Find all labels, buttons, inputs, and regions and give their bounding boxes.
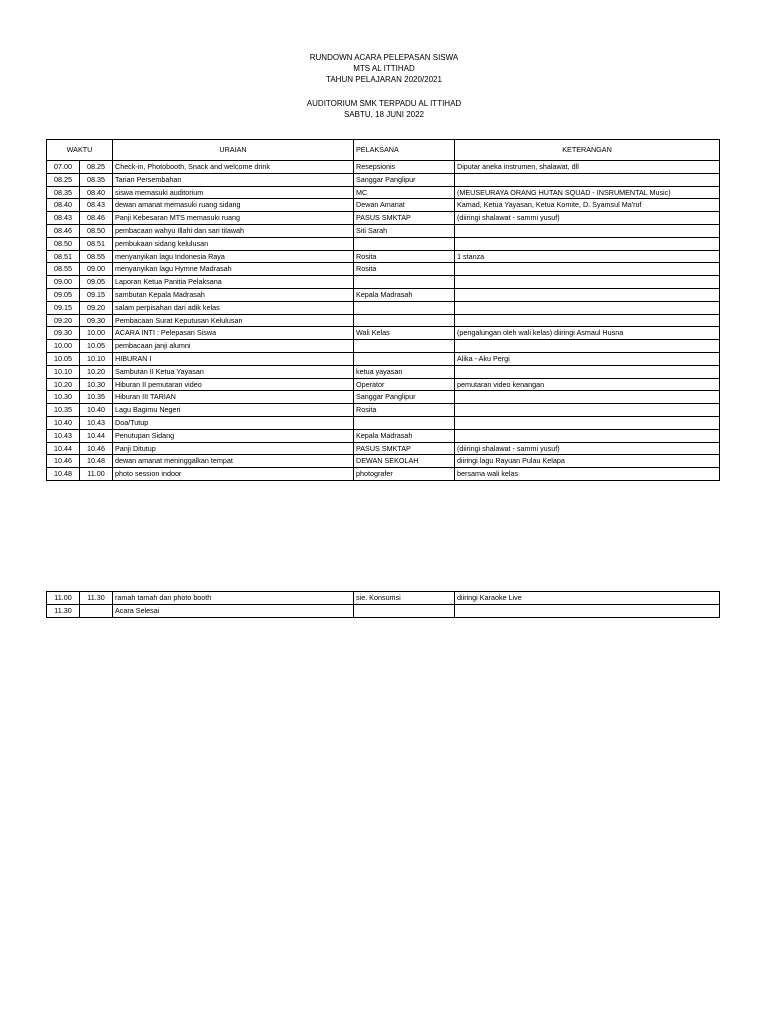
cell-pelaksana (354, 314, 455, 327)
cell-start-time: 10.46 (47, 455, 80, 468)
table-row (47, 442, 720, 455)
cell-end-time: 10.48 (80, 455, 113, 468)
cell-keterangan: bersama wali kelas (455, 468, 720, 481)
cell-start-time: 08.40 (47, 199, 80, 212)
cell-start-time: 08.43 (47, 212, 80, 225)
cell-start-time: 08.50 (47, 237, 80, 250)
cell-keterangan (455, 224, 720, 237)
cell-keterangan (455, 391, 720, 404)
cell-end-time: 10.44 (80, 429, 113, 442)
table-header-row (47, 140, 720, 161)
cell-keterangan: (diiringi shalawat - sammi yusuf) (455, 212, 720, 225)
cell-end-time: 08.25 (80, 161, 113, 174)
cell-pelaksana: Sanggar Panglipur (354, 173, 455, 186)
table-row (47, 468, 720, 481)
cell-keterangan (455, 340, 720, 353)
cell-end-time: 09.30 (80, 314, 113, 327)
table-row (47, 288, 720, 301)
cell-pelaksana: Dewan Amanat (354, 199, 455, 212)
table-row (47, 455, 720, 468)
cell-end-time: 10.30 (80, 378, 113, 391)
cell-start-time: 09.20 (47, 314, 80, 327)
cell-keterangan (455, 237, 720, 250)
cell-start-time: 09.00 (47, 276, 80, 289)
cell-pelaksana: Wali Kelas (354, 327, 455, 340)
table-row (47, 340, 720, 353)
table-row (47, 416, 720, 429)
cell-pelaksana: Siti Sarah (354, 224, 455, 237)
cell-uraian: Tarian Persembahan (113, 173, 354, 186)
cell-end-time: 10.20 (80, 365, 113, 378)
cell-start-time: 10.48 (47, 468, 80, 481)
cell-uraian: menyanyikan lagu Indonesia Raya (113, 250, 354, 263)
cell-start-time: 10.44 (47, 442, 80, 455)
cell-uraian: menyanyikan lagu Hymne Madrasah (113, 263, 354, 276)
cell-start-time: 09.15 (47, 301, 80, 314)
event-date: SABTU, 18 JUNI 2022 (343, 110, 425, 119)
cell-end-time: 08.35 (80, 173, 113, 186)
cell-uraian: dewan amanat memasuki ruang sidang (113, 199, 354, 212)
cell-end-time: 11.30 (80, 592, 113, 605)
table-row (47, 161, 720, 174)
table-row (47, 250, 720, 263)
table-row (47, 365, 720, 378)
cell-pelaksana: ketua yayasan (354, 365, 455, 378)
cell-end-time: 10.46 (80, 442, 113, 455)
cell-pelaksana: Resepsionis (354, 161, 455, 174)
cell-start-time: 10.10 (47, 365, 80, 378)
cell-end-time: 10.10 (80, 352, 113, 365)
cell-pelaksana (354, 416, 455, 429)
header-keterangan: KETERANGAN (455, 140, 720, 161)
cell-keterangan: (pengalungan oleh wali kelas) diiringi Asmaul Husna (455, 327, 720, 340)
cell-keterangan: (diiringi shalawat - sammi yusuf) (455, 442, 720, 455)
table-row (47, 224, 720, 237)
table-row (47, 404, 720, 417)
cell-pelaksana (354, 352, 455, 365)
cell-keterangan (455, 429, 720, 442)
header-waktu: WAKTU (47, 140, 113, 161)
cell-end-time: 08.55 (80, 250, 113, 263)
cell-uraian: pembacaan wahyu Illahi dan sari tilawah (113, 224, 354, 237)
cell-uraian: Sambutan II Ketua Yayasan (113, 365, 354, 378)
cell-end-time (80, 604, 113, 617)
cell-keterangan (455, 314, 720, 327)
cell-keterangan: Alika - Aku Pergi (455, 352, 720, 365)
cell-pelaksana: Rosita (354, 250, 455, 263)
cell-uraian: ramah tamah dan photo booth (113, 592, 354, 605)
cell-start-time: 11.00 (47, 592, 80, 605)
cell-end-time: 09.00 (80, 263, 113, 276)
cell-uraian: salam perpisahan dari adik kelas (113, 301, 354, 314)
table-row (47, 391, 720, 404)
cell-pelaksana: photografer (354, 468, 455, 481)
table-row (47, 327, 720, 340)
cell-keterangan (455, 404, 720, 417)
cell-start-time: 09.05 (47, 288, 80, 301)
cell-end-time: 09.05 (80, 276, 113, 289)
cell-pelaksana: DEWAN SEKOLAH (354, 455, 455, 468)
table-row (47, 352, 720, 365)
cell-start-time: 08.25 (47, 173, 80, 186)
cell-keterangan: diiringi lagu Rayuan Pulau Kelapa (455, 455, 720, 468)
cell-uraian: Panji Kebesaran MTS memasuki ruang (113, 212, 354, 225)
cell-uraian: Check-in, Photobooth, Snack and welcome drink (113, 161, 354, 174)
cell-keterangan (455, 365, 720, 378)
cell-end-time: 09.20 (80, 301, 113, 314)
cell-pelaksana (354, 301, 455, 314)
table-row (47, 199, 720, 212)
cell-keterangan: diiringi Karaoke Live (455, 592, 720, 605)
cell-uraian: sambutan Kepala Madrasah (113, 288, 354, 301)
cell-keterangan (455, 276, 720, 289)
table-row (47, 212, 720, 225)
table-row (47, 378, 720, 391)
table-row (47, 314, 720, 327)
cell-end-time: 10.40 (80, 404, 113, 417)
cell-end-time: 08.51 (80, 237, 113, 250)
cell-keterangan (455, 263, 720, 276)
cell-start-time: 10.20 (47, 378, 80, 391)
cell-pelaksana: Kepala Madrasah (354, 429, 455, 442)
cell-start-time: 10.43 (47, 429, 80, 442)
cell-start-time: 08.51 (47, 250, 80, 263)
header-pelaksana: PELAKSANA (354, 140, 455, 161)
cell-uraian: HIBURAN I (113, 352, 354, 365)
cell-uraian: pembukaan sidang kelulusan (113, 237, 354, 250)
cell-end-time: 08.46 (80, 212, 113, 225)
rundown-table (46, 139, 720, 481)
table-row (47, 237, 720, 250)
cell-start-time: 11.30 (47, 604, 80, 617)
venue: AUDITORIUM SMK TERPADU AL ITTIHAD (306, 99, 462, 108)
cell-uraian: Lagu Bagimu Negeri (113, 404, 354, 417)
cell-start-time: 09.30 (47, 327, 80, 340)
cell-uraian: pembacaan janji alumni (113, 340, 354, 353)
cell-uraian: dewan amanat meninggalkan tempat (113, 455, 354, 468)
cell-keterangan: pemutaran video kenangan (455, 378, 720, 391)
cell-keterangan (455, 301, 720, 314)
cell-end-time: 11.00 (80, 468, 113, 481)
cell-uraian: siswa memasuki auditorium (113, 186, 354, 199)
academic-year: TAHUN PELAJARAN 2020/2021 (326, 75, 442, 84)
cell-end-time: 08.50 (80, 224, 113, 237)
header-uraian: URAIAN (113, 140, 354, 161)
cell-start-time: 08.35 (47, 186, 80, 199)
cell-uraian: ACARA INTI : Pelepasan Siswa (113, 327, 354, 340)
cell-start-time: 08.55 (47, 263, 80, 276)
cell-uraian: Acara Selesai (113, 604, 354, 617)
table-row (47, 301, 720, 314)
cell-end-time: 09.15 (80, 288, 113, 301)
cell-keterangan: (MEUSEURAYA ORANG HUTAN SQUAD - INSRUMENTAL Music) (455, 186, 720, 199)
cell-uraian: Hiburan III TARIAN (113, 391, 354, 404)
cell-keterangan (455, 416, 720, 429)
cell-pelaksana: PASUS SMKTAP (354, 442, 455, 455)
cell-keterangan (455, 288, 720, 301)
cell-pelaksana (354, 340, 455, 353)
cell-end-time: 10.00 (80, 327, 113, 340)
cell-pelaksana: Kepala Madrasah (354, 288, 455, 301)
cell-uraian: Panji Ditutup (113, 442, 354, 455)
cell-keterangan: 1 stanza (455, 250, 720, 263)
table-row (47, 604, 720, 617)
cell-start-time: 10.30 (47, 391, 80, 404)
cell-keterangan: Diputar aneka instrumen, shalawat, dll (455, 161, 720, 174)
cell-start-time: 07.00 (47, 161, 80, 174)
cell-keterangan: Kamad, Ketua Yayasan, Ketua Komite, D. Syamsul Ma'ruf (455, 199, 720, 212)
table-row (47, 173, 720, 186)
cell-uraian: Penutupan Sidang (113, 429, 354, 442)
cell-keterangan (455, 604, 720, 617)
cell-pelaksana (354, 237, 455, 250)
cell-pelaksana: Rosita (354, 404, 455, 417)
cell-pelaksana (354, 276, 455, 289)
table-row (47, 592, 720, 605)
rundown-table-continued (46, 591, 720, 618)
table-row (47, 186, 720, 199)
cell-uraian: photo session indoor (113, 468, 354, 481)
document-header (0, 52, 768, 120)
cell-start-time: 10.35 (47, 404, 80, 417)
cell-start-time: 10.00 (47, 340, 80, 353)
cell-pelaksana: Operator (354, 378, 455, 391)
cell-uraian: Hiburan II pemutaran video (113, 378, 354, 391)
cell-start-time: 10.05 (47, 352, 80, 365)
school-name: MTS AL ITTIHAD (353, 64, 415, 73)
cell-end-time: 10.35 (80, 391, 113, 404)
table-row (47, 263, 720, 276)
cell-start-time: 10.40 (47, 416, 80, 429)
cell-pelaksana: PASUS SMKTAP (354, 212, 455, 225)
cell-end-time: 10.05 (80, 340, 113, 353)
table-row (47, 276, 720, 289)
cell-uraian: Pembacaan Surat Keputusan Kelulusan (113, 314, 354, 327)
cell-uraian: Laporan Ketua Panitia Pelaksana (113, 276, 354, 289)
cell-pelaksana: sie. Konsumsi (354, 592, 455, 605)
cell-end-time: 08.43 (80, 199, 113, 212)
cell-pelaksana: MC (354, 186, 455, 199)
cell-start-time: 08.46 (47, 224, 80, 237)
cell-pelaksana: Sanggar Panglipur (354, 391, 455, 404)
cell-pelaksana: Rosita (354, 263, 455, 276)
cell-keterangan (455, 173, 720, 186)
title-line: RUNDOWN ACARA PELEPASAN SISWA (309, 53, 459, 62)
cell-end-time: 08.40 (80, 186, 113, 199)
cell-pelaksana (354, 604, 455, 617)
cell-end-time: 10.43 (80, 416, 113, 429)
cell-uraian: Doa/Tutup (113, 416, 354, 429)
table-row (47, 429, 720, 442)
